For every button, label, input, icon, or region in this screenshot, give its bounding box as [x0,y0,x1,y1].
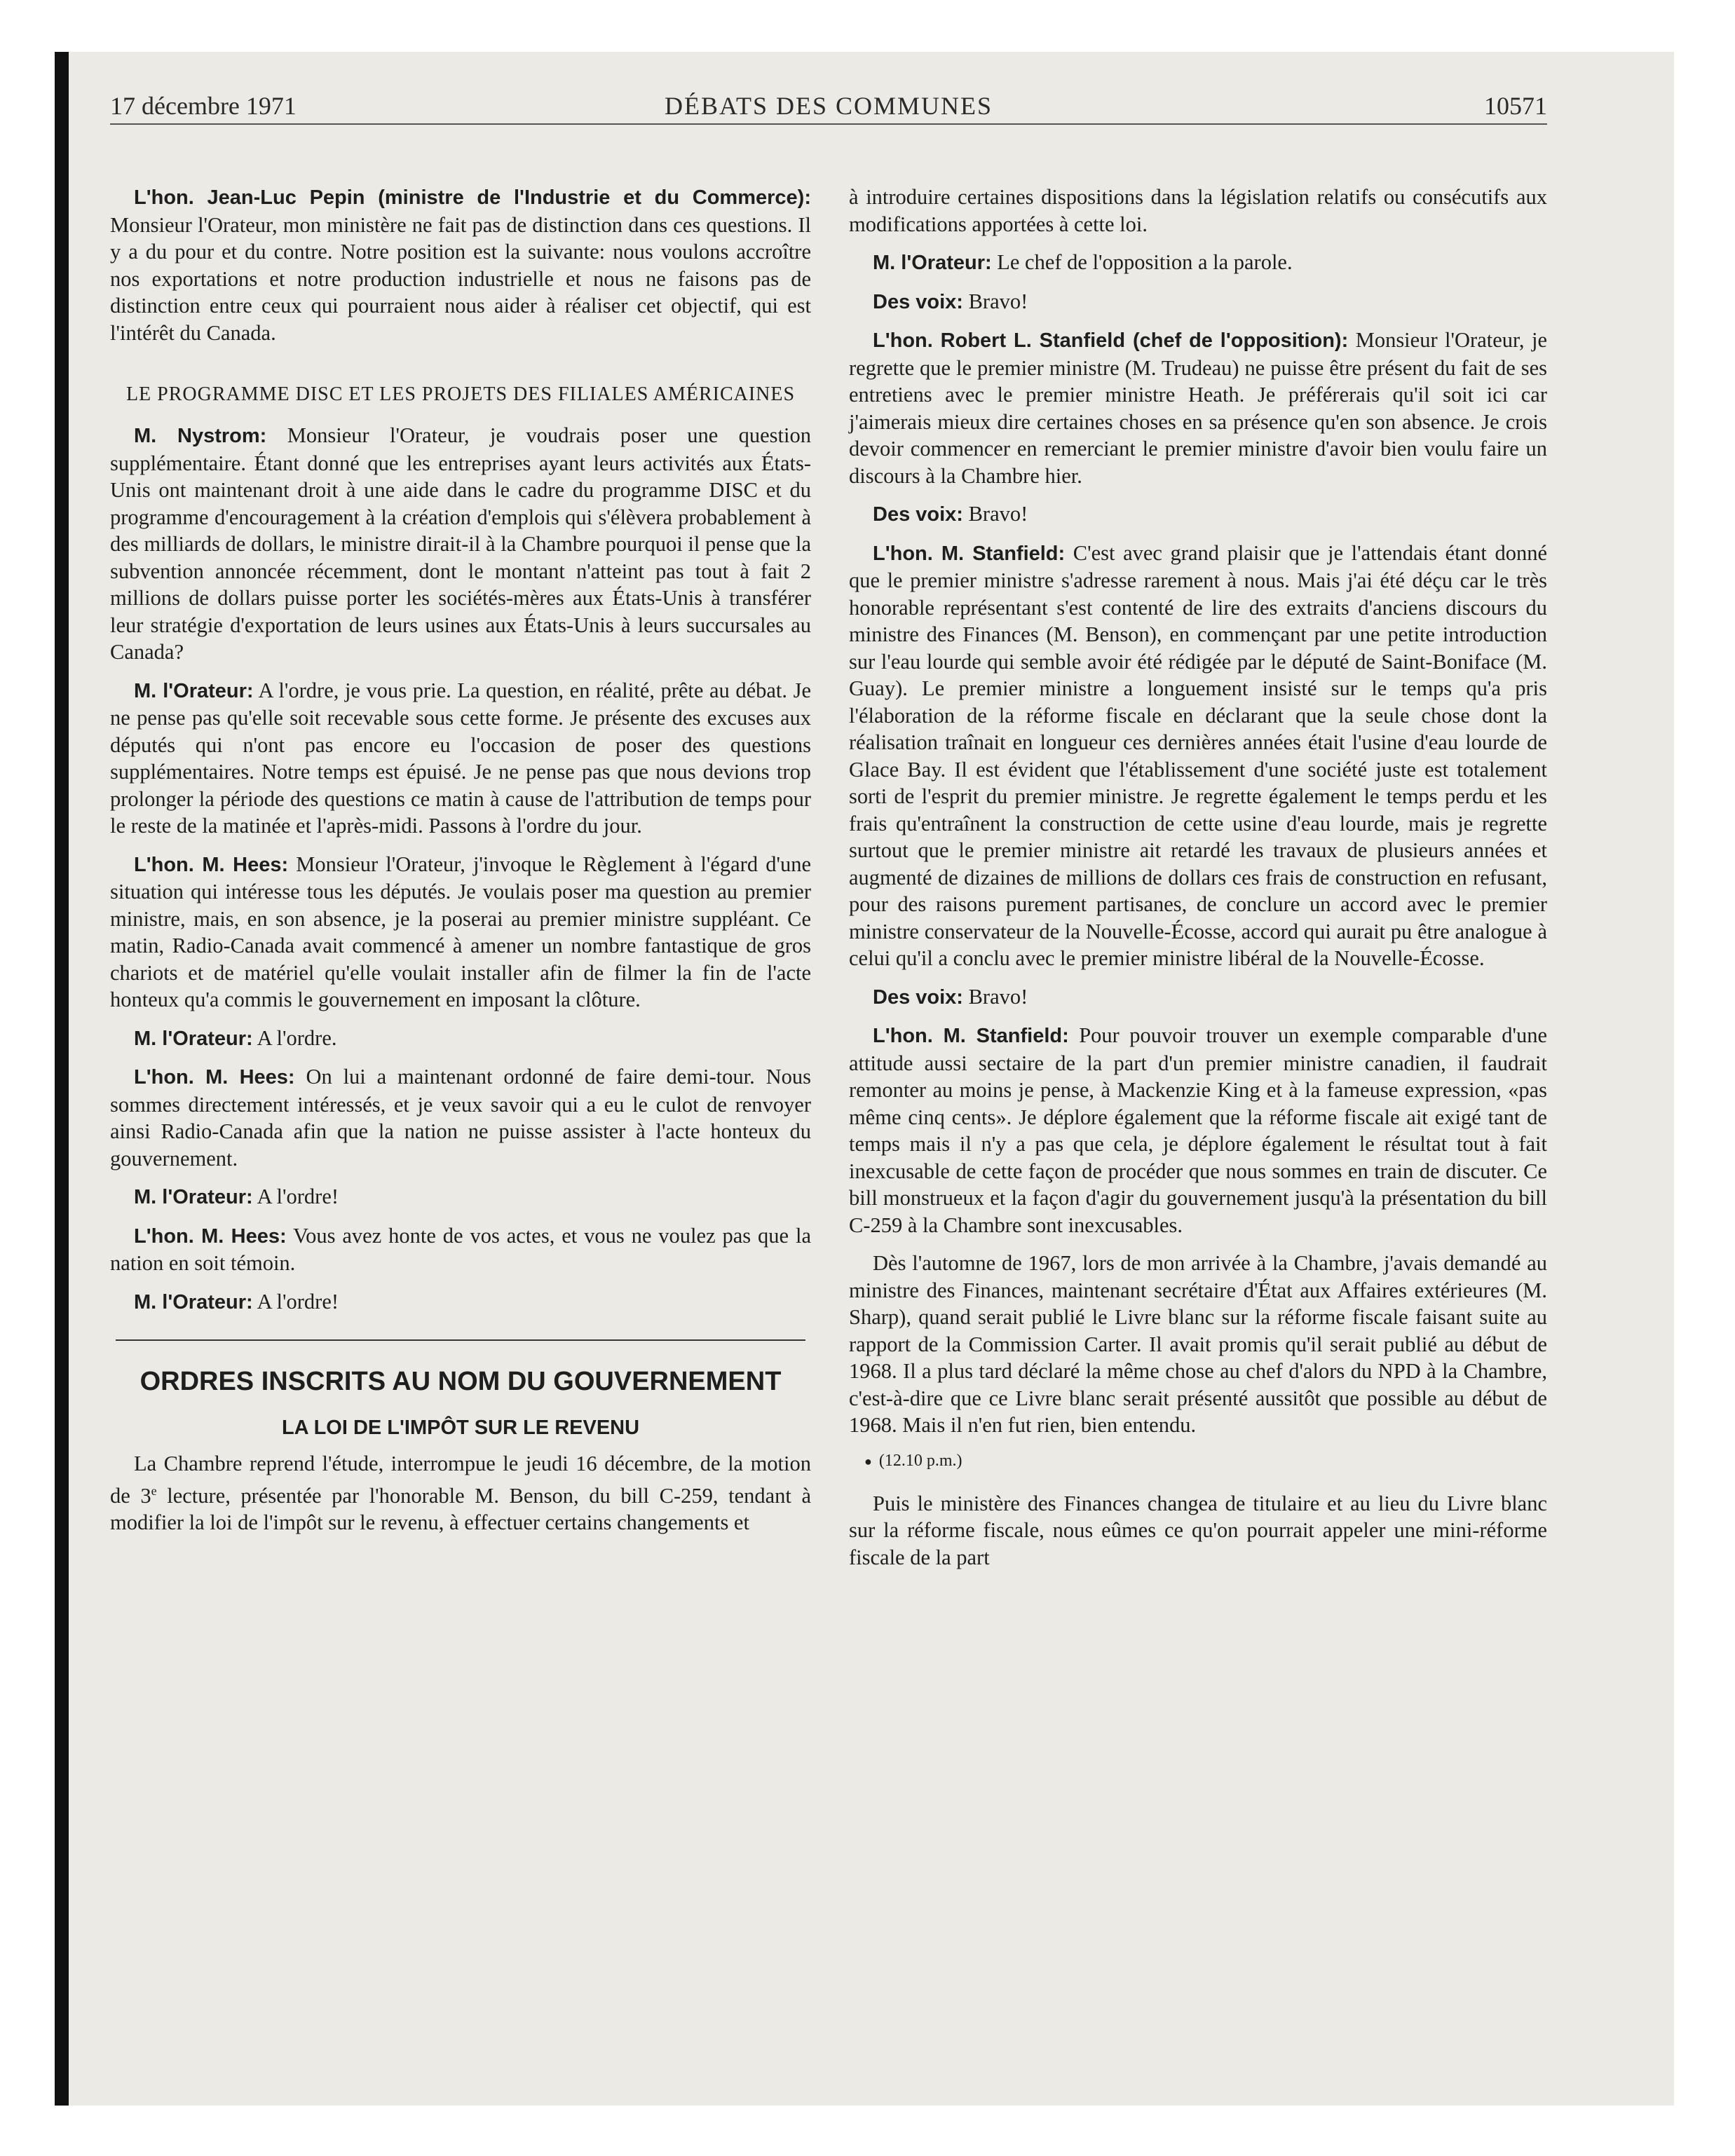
left-column [110,184,811,1548]
time-marker [864,1450,1547,1472]
header-title: DÉBATS DES COMMUNES [664,92,993,120]
paragraph [110,1183,811,1211]
section-title: ORDRES INSCRITS AU NOM DU GOUVERNEMENT [140,1367,782,1396]
speaker-name: M. l'Orateur: [134,1290,253,1314]
speech-text: Monsieur l'Orateur, j'invoque le Règlement à l'égard d'une situation qui intéresse tous les députés. Je voulais poser ma question au premier ministre, mais, en son absence, je la poserai au premier ministre suppléant. Ce matin, Radio-Canada avait commencé à amener un nombre fantastique de gros chariots et de matériel qu'elle voulait installer afin de filmer la fin de l'acte honteux qu'a commis le gouvernement en imposant la clôture. [110,852,811,1011]
paragraph [849,1490,1547,1571]
speaker-name: L'hon. M. Hees: [134,1066,295,1089]
speaker-name: M. Nystrom: [134,425,267,447]
body-text: La Chambre reprend l'étude, interrompue le jeudi 16 décembre, de la motion de 3 [110,1452,811,1508]
speech-text: A l'ordre! [252,1185,339,1208]
body-text: à introduire certaines dispositions dans la législation relatifs ou consécutifs aux modifications apportées à cette loi. [849,185,1547,236]
subsection-heading: LE PROGRAMME DISC ET LES PROJETS DES FILIALES AMÉRICAINES [125,383,796,405]
body-text: lecture, présentée par l'honorable M. Benson, du bill C-259, tendant à modifier la loi de l'impôt sur le revenu, à effectuer certains changements et [110,1483,811,1535]
body-text: Puis le ministère des Finances changea de titulaire et au lieu du Livre blanc sur la réforme fiscale, nous eûmes ce qu'on pourrait appeler une mini-réforme fiscale de la part [849,1491,1547,1569]
page-header [110,91,1547,128]
speaker-name: L'hon. Jean-Luc Pepin (ministre de l'Industrie et du Commerce): [134,186,811,209]
speech-text: Le chef de l'opposition a la parole. [991,250,1293,274]
paragraph [849,1022,1547,1239]
speaker-name: L'hon. M. Stanfield: [873,542,1066,565]
speech-text: A l'ordre! [252,1289,339,1314]
speech-text: Monsieur l'Orateur, mon ministère ne fait pas de distinction dans ces questions. Il y a du pour et du contre. Notre position est la suivante: nous voulons accroître nos exportations et notre production industrielle et nous ne faisons pas de distinction entre ceux qui pourraient nous aider à réaliser cet objectif, qui est l'intérêt du Canada. [110,212,811,345]
paragraph [849,327,1547,489]
time-marker-text: (12.10 p.m.) [878,1451,962,1470]
paragraph [110,1450,811,1536]
paragraph [849,983,1547,1011]
superscript: e [151,1483,157,1498]
speaker-name: L'hon. M. Hees: [134,1224,287,1248]
paragraph [110,677,811,840]
speaker-name: Des voix: [873,290,963,313]
speech-text: Bravo! [962,502,1028,526]
binding-edge [55,52,69,2106]
paragraph [110,851,811,1014]
speech-text: Vous avez honte de vos actes, et vous ne voulez pas que la nation en soit témoin. [110,1223,811,1275]
paragraph [110,1025,811,1053]
speaker-name: Des voix: [873,985,963,1009]
speech-text: Monsieur l'Orateur, je regrette que le premier ministre (M. Trudeau) ne puisse être présent du fait de ses entretiens avec le premier ministre Heath. Je préférerais qu'il soit ici car j'aimerais mieux dire certaines choses en sa présence qu'en son absence. Je crois devoir commencer en remerciant le premier ministre d'avoir bien voulu faire un discours à la Chambre hier. [849,328,1547,488]
speech-text: Pour pouvoir trouver un exemple comparable d'une attitude aussi sectaire de la part d'un premier ministre canadien, il faudrait remonter au moins je pense, à Mackenzie King et à la fameuse expression, «pas même cinq cents». Je déplore également que la réforme fiscale ait exigé tant de temps mais il n'y a pas que cela, je déplore également le résultat tout à fait inexcusable de cette façon de procéder que nous sommes en train de discuter. Ce bill monstrueux et la façon d'agir du gouvernement jusqu'à la présentation du bill C-259 à la Chambre sont inexcusables. [849,1023,1547,1237]
paragraph [110,422,811,666]
paragraph [110,1063,811,1172]
paragraph [849,288,1547,316]
paragraph [849,249,1547,277]
speaker-name: M. l'Orateur: [134,679,254,702]
speech-text: A l'ordre, je vous prie. La question, en réalité, prête au débat. Je ne pense pas qu'elle soit recevable sous cette forme. Je présente des excuses aux députés qui n'ont pas encore eu l'occasion de poser des questions supplémentaires. Notre temps est épuisé. Je ne pense pas que nous devions trop prolonger la période des questions ce matin à cause de l'attribution de temps pour le reste de la matinée et l'après-midi. Passons à l'ordre du jour. [110,678,812,838]
speaker-name: M. l'Orateur: [134,1186,253,1208]
header-rule [110,123,1547,125]
header-date: 17 décembre 1971 [110,92,297,120]
paragraph [110,1222,811,1277]
header-page-number: 10571 [1484,92,1547,120]
paragraph [849,1250,1547,1439]
paragraph [110,184,811,346]
speech-text: C'est avec grand plaisir que je l'attendais étant donné que le premier ministre s'adresse rarement à nous. Mais j'ai été déçu car le très honorable représentant s'est contenté de lire des extraits d'anciens discours du ministre des Finances (M. Benson), en commençant par une petite introduction sur l'eau lourde qui semble avoir été rédigée par le député de Saint-Boniface (M. Guay). Le premier ministre a longuement insisté sur le temps qu'a pris l'élaboration de la réforme fiscale en déclarant que la seule chose dont la réalisation traînait en longueur ces dernières années était l'usine d'eau lourde de Glace Bay. Il est évident que l'établissement d'une société juste est totalement sorti de l'esprit du premier ministre. Je regrette également le temps perdu et les frais qu'entraînent la construction de cette usine d'eau lourde, mais je regrette surtout que le premier ministre ait retardé les travaux de plusieurs années et augmenté de dizaines de millions de dollars ces frais de construction en refusant, pour des raisons purement partisanes, de conclure un accord avec le premier ministre conservateur de la Nouvelle-Écosse, accord qui aurait pu être analogue à celui qu'il a conclu avec le premier ministre libéral de la Nouvelle-Écosse. [849,540,1547,970]
section-separator [116,1339,805,1341]
speaker-name: L'hon. M. Hees: [134,853,289,876]
right-column [849,184,1547,1582]
speech-text: Bravo! [962,984,1028,1009]
paragraph [849,540,1547,972]
paragraph [110,1288,811,1316]
bullet-icon: ● [864,1454,872,1468]
speaker-name: M. l'Orateur: [873,252,992,274]
section-subtitle: LA LOI DE L'IMPÔT SUR LE REVENU [281,1417,640,1439]
paragraph [849,184,1547,238]
body-text: Dès l'automne de 1967, lors de mon arrivée à la Chambre, j'avais demandé au ministre des Finances, maintenant secrétaire d'État aux Affaires extérieures (M. Sharp), quand serait publié le Livre blanc sur la réforme fiscale faisant suite au rapport de la Commission Carter. Il avait promis qu'il serait publié au début de 1968. Il a plus tard déclaré la même chose au chef d'alors du NPD à la Chambre, c'est-à-dire que ce Livre blanc serait présenté aussitôt que possible au début de 1968. Mais il n'en fut rien, bien entendu. [849,1251,1547,1437]
speech-text: Monsieur l'Orateur, je voudrais poser une question supplémentaire. Étant donné que les entreprises ayant leurs activités aux États-Unis ont maintenant droit à une aide dans le cadre du programme DISC et du programme d'encouragement à la création d'emplois qui s'élèvera probablement à des milliards de dollars, le ministre dirait-il à la Chambre pourquoi il pense que la subvention annoncée récemment, dont le montant n'atteint pas tout à fait 2 millions de dollars puisse porter les sociétés-mères aux États-Unis à transférer leur stratégie d'exportation de leurs usines aux États-Unis à leurs succursales au Canada? [110,423,811,664]
speaker-name: L'hon. Robert L. Stanfield (chef de l'opposition): [873,329,1349,352]
speech-text: A l'ordre. [252,1025,337,1050]
speaker-name: L'hon. M. Stanfield: [873,1025,1069,1047]
speaker-name: M. l'Orateur: [134,1027,253,1050]
paragraph [849,500,1547,528]
speech-text: On lui a maintenant ordonné de faire demi-tour. Nous sommes directement intéressés, et je veux savoir qui a eu le culot de renvoyer ainsi Radio-Canada afin que la nation ne puisse assister à l'acte honteux du gouvernement. [110,1065,811,1171]
speech-text: Bravo! [962,289,1028,313]
speaker-name: Des voix: [873,503,963,526]
